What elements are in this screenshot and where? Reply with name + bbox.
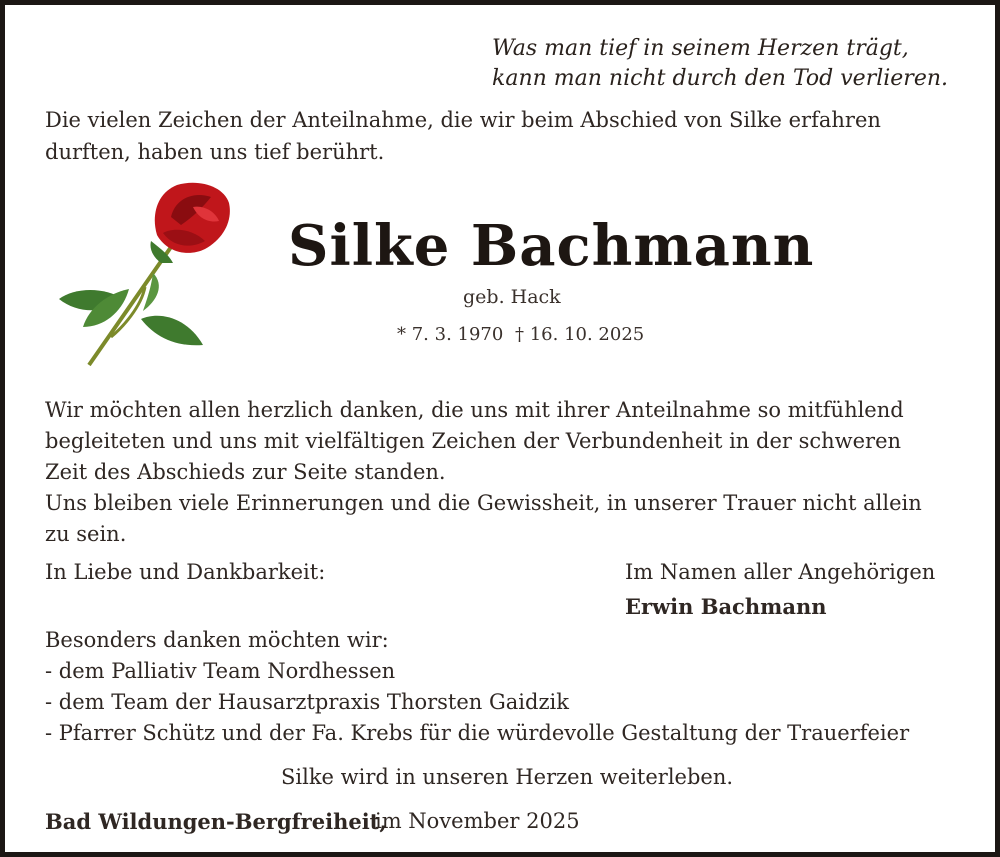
date: im November 2025 bbox=[375, 809, 580, 833]
special-thanks-item: - dem Team der Hausarztpraxis Thorsten Gaidzik bbox=[45, 690, 569, 714]
special-thanks-heading: Besonders danken möchten wir: bbox=[45, 628, 389, 652]
birth-name: geb. Hack bbox=[463, 286, 561, 308]
motto-line-2: kann man nicht durch den Tod verlieren. bbox=[492, 66, 949, 91]
signature-name: Erwin Bachmann bbox=[625, 594, 827, 619]
thanks-line-3: Zeit des Abschieds zur Seite standen. bbox=[45, 460, 446, 484]
intro-line-2: durften, haben uns tief berührt. bbox=[45, 140, 385, 164]
birth-date: * 7. 3. 1970 bbox=[397, 324, 504, 345]
thanks-line-4: Uns bleiben viele Erinnerungen und die Gewissheit, in unserer Trauer nicht allein bbox=[45, 491, 922, 515]
intro-line-1: Die vielen Zeichen der Anteilnahme, die wir beim Abschied von Silke erfahren bbox=[45, 108, 881, 132]
signature-left: In Liebe und Dankbarkeit: bbox=[45, 560, 326, 584]
death-date: † 16. 10. 2025 bbox=[515, 324, 645, 345]
thanks-line-5: zu sein. bbox=[45, 522, 127, 546]
motto-line-1: Was man tief in seinem Herzen trägt, bbox=[492, 36, 909, 61]
closing-line: Silke wird in unseren Herzen weiterleben. bbox=[281, 765, 734, 789]
red-rose-icon bbox=[53, 177, 238, 372]
special-thanks-item: - Pfarrer Schütz und der Fa. Krebs für die würdevolle Gestaltung der Trauerfeier bbox=[45, 721, 910, 745]
place: Bad Wildungen-Bergfreiheit, bbox=[45, 809, 387, 834]
deceased-name: Silke Bachmann bbox=[288, 213, 815, 279]
special-thanks-item: - dem Palliativ Team Nordhessen bbox=[45, 659, 396, 683]
thanks-line-1: Wir möchten allen herzlich danken, die uns mit ihrer Anteilnahme so mitfühlend bbox=[45, 398, 904, 422]
thanks-line-2: begleiteten und uns mit vielfältigen Zeichen der Verbundenheit in der schweren bbox=[45, 429, 902, 453]
signature-right-line: Im Namen aller Angehörigen bbox=[625, 560, 936, 584]
